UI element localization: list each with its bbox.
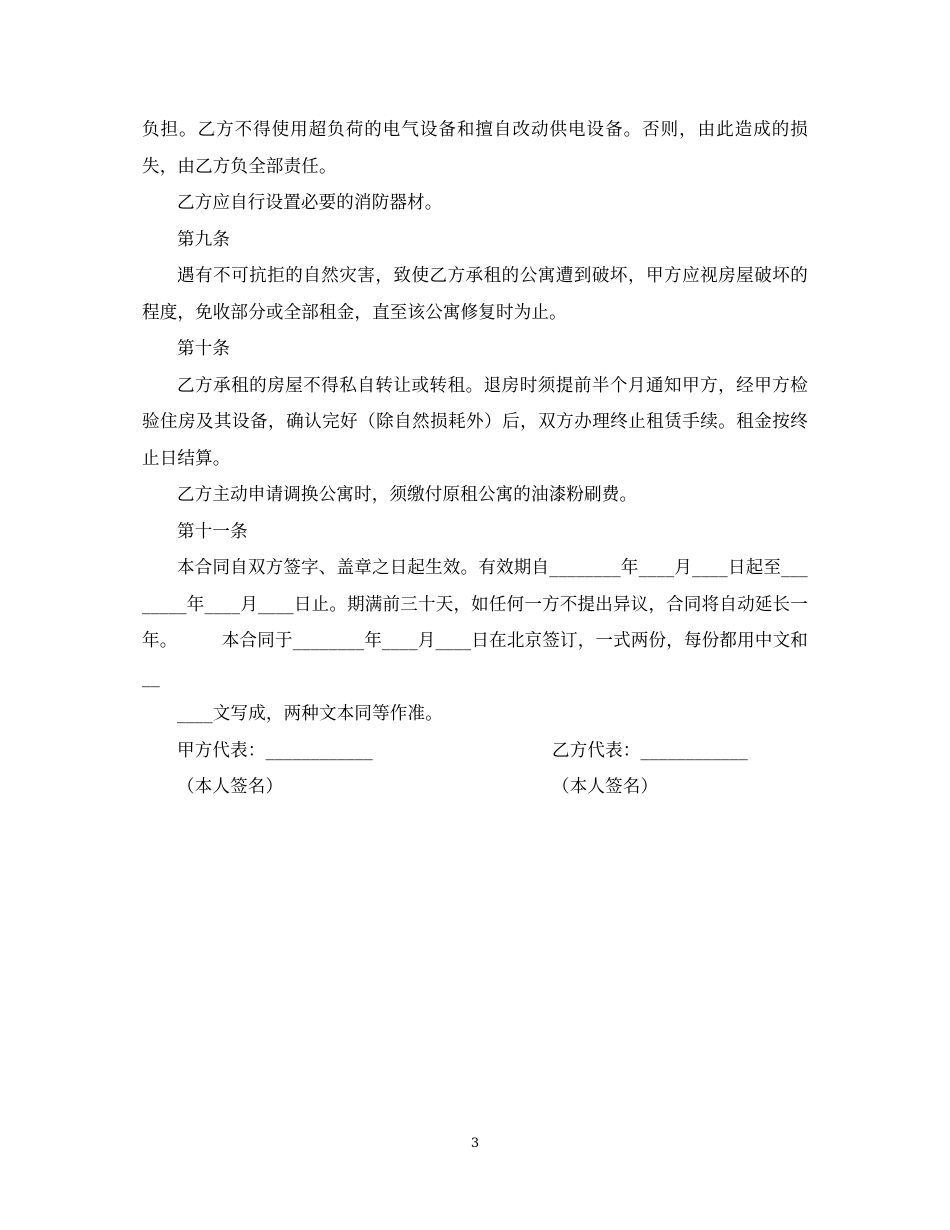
party-b-representative: 乙方代表：____________ [552, 740, 748, 761]
party-b-signature-note: （本人签名） [552, 777, 659, 797]
document-body [142, 112, 808, 806]
page-number: 3 [470, 1136, 480, 1151]
paragraph-natural-disaster: 遇有不可抗拒的自然灾害，致使乙方承租的公寓遭到破坏，甲方应视房屋破坏的程度，免收部分或全部租金，直至该公寓修复时为止。 [142, 266, 808, 323]
paragraph-apartment-exchange: 乙方主动申请调换公寓时，须缴付原租公寓的油漆粉刷费。 [177, 485, 638, 505]
signature-row [142, 733, 808, 770]
signature-note-row [142, 769, 808, 806]
article-10-heading: 第十条 [177, 339, 231, 359]
party-a-signature-note: （本人签名） [177, 777, 284, 797]
party-a-representative: 甲方代表：____________ [177, 740, 373, 761]
article-11-heading: 第十一条 [177, 521, 248, 542]
paragraph-language-versions: ____文写成，两种文本同等作准。 [177, 704, 443, 724]
paragraph-fire-equipment: 乙方应自行设置必要的消防器材。 [177, 193, 443, 213]
paragraph-sublease-termination: 乙方承租的房屋不得私自转让或转租。退房时须提前半个月通知甲方，经甲方检验住房及其设备，确认完好（除自然损耗外）后，双方办理终止租赁手续。租金按终止日结算。 [142, 375, 808, 469]
paragraph-contract-validity: 本合同自双方签字、盖章之日起生效。有效期自________年____月____日起至________年____月____日止。期满前三十天，如任何一方不提出异议，合同将自动延长一年。 本合同于________年____月____日在北京签订，一式两份，每份都用中文和__ [142, 558, 808, 688]
article-9-heading: 第九条 [177, 229, 231, 250]
paragraph-liability: 负担。乙方不得使用超负荷的电气设备和擅自改动供电设备。否则，由此造成的损失，由乙方负全部责任。 [142, 120, 808, 177]
